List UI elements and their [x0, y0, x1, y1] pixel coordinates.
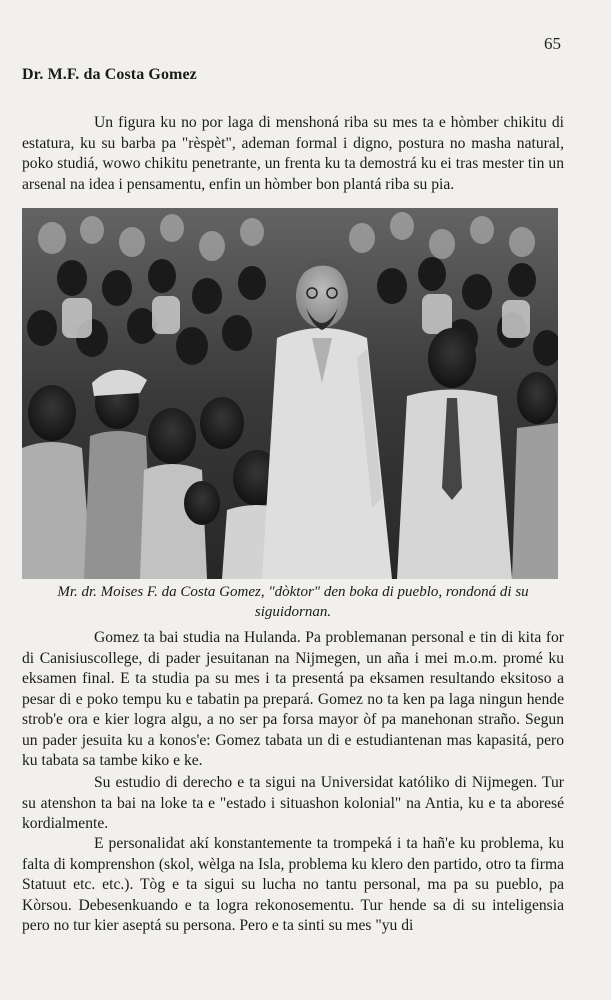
- paragraph-studies: Gomez ta bai studia na Hulanda. Pa problemanan personal e tin di kita for di Canisiuscollege, di pader jesuitanan na Nijmegen, un aña i mei m.o.m. promé ku eksamen final. E ta studia pa su mes i ta presentá pa eksamen resultando eksitoso a pesar di e poko tempu ku e tabatin pa prepará. Gomez no ta ken pa laga ningun hende strob'e ora e kier logra algu, a no ser pa forsa mayor òf pa manehonan straño. Segun un pader jesuita ku a konos'e: Gomez tabata un di e estudiantenan mas kapasitá, pero ku tabata sa tambe kiko e ke.: [22, 629, 564, 769]
- crowd-photo-illustration: [22, 208, 558, 579]
- historical-photo: [22, 208, 558, 579]
- paragraph-university: Su estudio di derecho e ta sigui na Universidat katóliko di Nijmegen. Tur su atenshon ta bai na loke ta e "estado i situashon kolonial" na Antia, ku e ta aboresé kordialmente.: [22, 774, 564, 832]
- photo-caption: Mr. dr. Moises F. da Costa Gomez, "dòktor" den boka di pueblo, rondoná di su siguidornan.: [57, 584, 529, 620]
- paragraph-personality: E personalidat akí konstantemente ta trompeká i ta hañ'e ku problema, ku falta di komprenshon (skol, wèlga na Isla, problema ku klero den partido, otro ta firma Statuut etc. etc.). Tòg e ta sigui su lucha no tantu personal, ma pa su pueblo, pa Kòrsou. Debesenkuando e ta logra rekonosementu. Tur hende sa di su inteligensia pero no tur kier aseptá su persona. Pero e ta sinti su mes "yu di: [22, 835, 564, 934]
- page-number: 65: [544, 34, 561, 53]
- section-heading: Dr. M.F. da Costa Gomez: [22, 66, 197, 83]
- paragraph-intro: Un figura ku no por laga di menshoná riba su mes ta e hòmber chikitu di estatura, ku su barba pa "rèspèt", ademan formal i digno, postura no masha natural, poko studiá, wowo chikitu penetrante, un frenta ku ta demostrá ku ei tras mester tin un arsenal na idea i pensamentu, enfin un hòmber bon plantá riba su pia.: [22, 114, 564, 193]
